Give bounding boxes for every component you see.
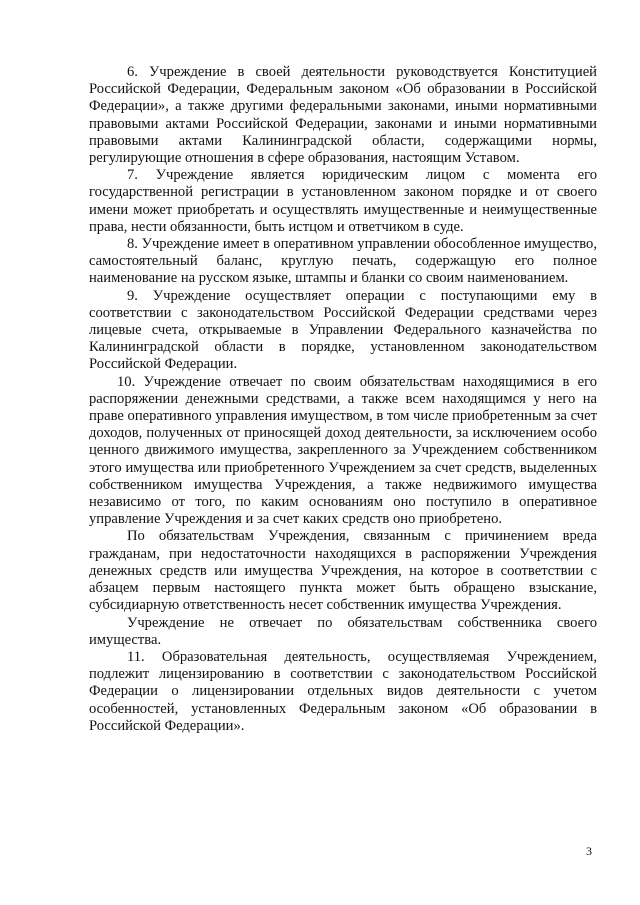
- paragraph-10: 10. Учреждение отвечает по своим обязательствам находящимися в его распоряжении денежными средствами, а также всем находящимся у него на праве оперативного управления имуществом, в том числе приобретенным за счет доходов, полученных от приносящей доход деятельности, за исключением особо ценного движимого имущества, закрепленного за Учреждением собственником этого имущества или приобретенного Учреждением за счет средств, выделенных собственником имущества Учреждения, а также недвижимого имущества независимо от того, по каким основаниям оно поступило в оперативное управление Учреждения и за счет каких средств оно приобретено.: [89, 373, 597, 528]
- paragraph-10-owner-obligations: Учреждение не отвечает по обязательствам собственника своего имущества.: [89, 614, 597, 648]
- page-number: 3: [586, 844, 592, 858]
- paragraph-7: 7. Учреждение является юридическим лицом с момента его государственной регистрации в установленном законом порядке и от своего имени может приобретать и осуществлять имущественные и неимущественные права, нести обязанности, быть истцом и ответчиком в суде.: [89, 167, 597, 235]
- paragraph-6: 6. Учреждение в своей деятельности руководствуется Конституцией Российской Федерации, Федеральным законом «Об образовании в Российской Федерации», а также другими федеральными законами, иными нормативными правовыми актами Российской Федерации, законами и иными нормативными правовыми актами Калининградской области, содержащими нормы, регулирующие отношения в сфере образования, настоящим Уставом.: [89, 64, 597, 167]
- paragraph-11: 11. Образовательная деятельность, осуществляемая Учреждением, подлежит лицензированию в соответствии с законодательством Российской Федерации о лицензировании отдельных видов деятельности с учетом особенностей, установленных Федеральным законом «Об образовании в Российской Федерации».: [89, 648, 597, 734]
- document-body: [89, 64, 597, 735]
- paragraph-10-subsidiary-liability: По обязательствам Учреждения, связанным с причинением вреда гражданам, при недостаточности находящихся в распоряжении Учреждения денежных средств или имущества Учреждения, на которое в соответствии с абзацем первым настоящего пункта может быть обращено взыскание, субсидиарную ответственность несет собственник имущества Учреждения.: [89, 528, 597, 614]
- paragraph-9: 9. Учреждение осуществляет операции с поступающими ему в соответствии с законодательством Российской Федерации средствами через лицевые счета, открываемые в Управлении Федерального казначейства по Калининградской области в порядке, установленном законодательством Российской Федерации.: [89, 287, 597, 373]
- paragraph-8: 8. Учреждение имеет в оперативном управлении обособленное имущество, самостоятельный баланс, круглую печать, содержащую его полное наименование на русском языке, штампы и бланки со своим наименованием.: [89, 236, 597, 287]
